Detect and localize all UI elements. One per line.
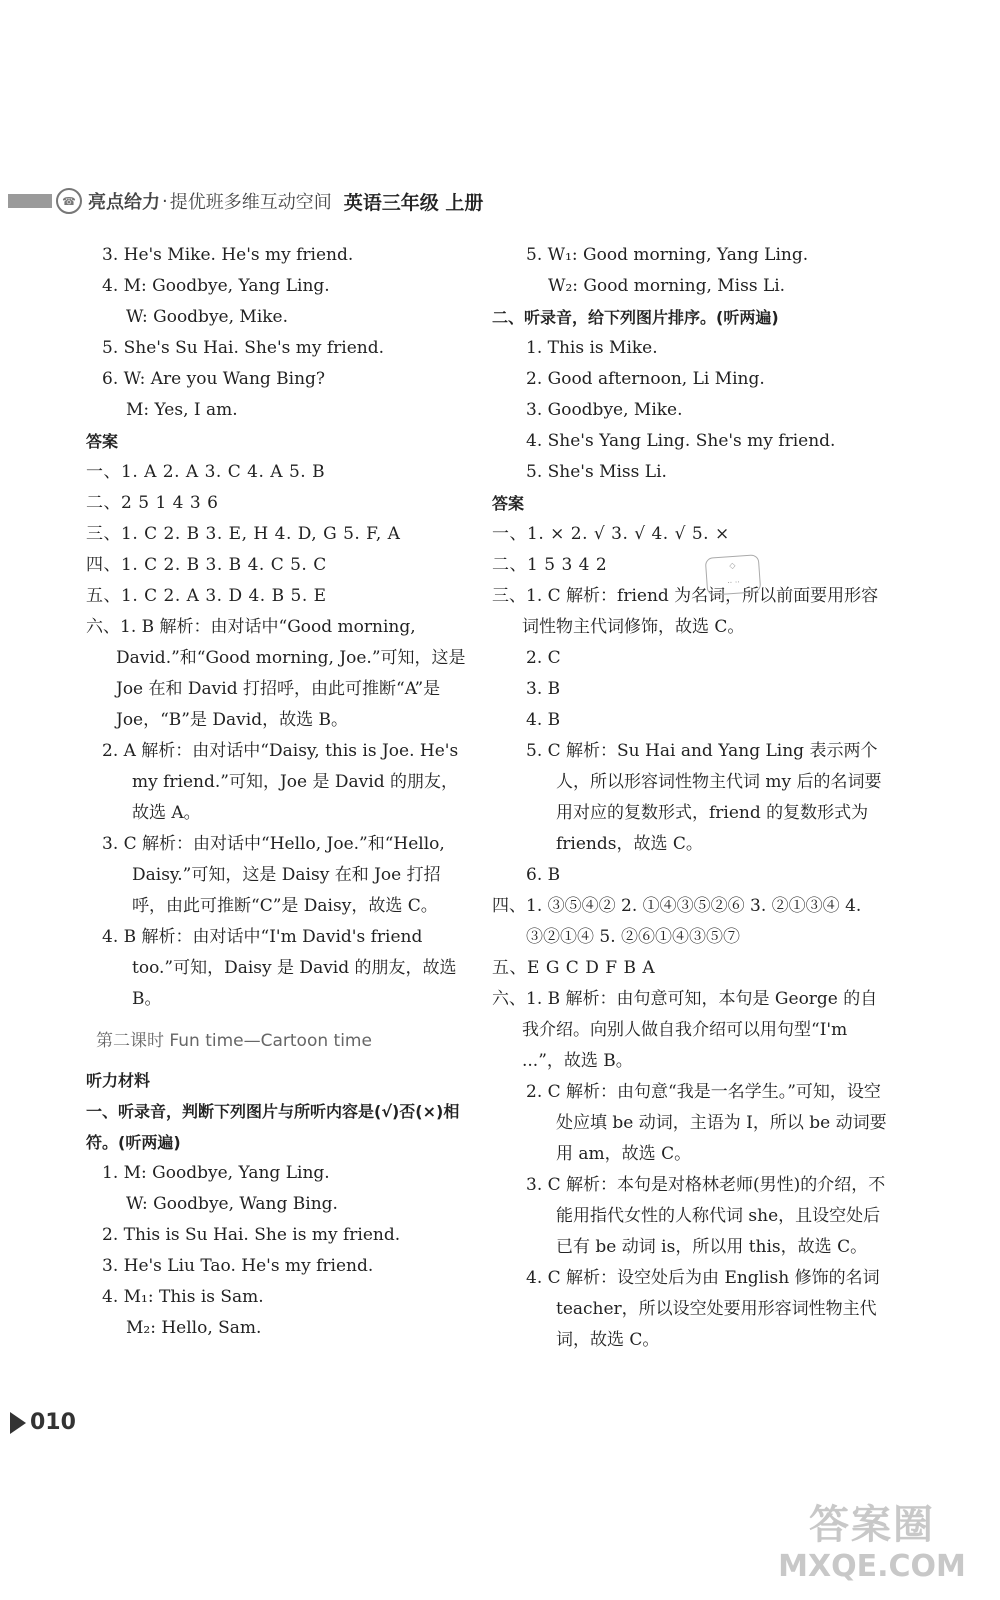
answer-line: 3. B [526,679,561,699]
answer-explanation: 三、1. C 解析：friend 为名词，所以前面要用形容词性物主代词修饰，故选 C。 [492,586,879,637]
header-separator: · [162,190,168,212]
play-triangle-icon [10,1412,26,1434]
answer-line: 一、1. × 2. √ 3. √ 4. √ 5. × [492,524,730,544]
header-subject: 英语三年级 上册 [343,191,484,214]
answers-heading: 答案 [86,432,119,451]
answer-line: 二、2 5 1 4 3 6 [86,493,219,513]
lesson-title: 第二课时 Fun time—Cartoon time [96,1031,372,1051]
listening-line: 2. Good afternoon, Li Ming. [526,369,765,389]
listening-line: 6. W: Are you Wang Bing? [102,369,326,389]
page-header [8,186,628,216]
watermark [752,1500,992,1590]
listening-heading: 听力材料 [86,1071,151,1090]
answers-heading: 答案 [492,494,525,513]
watermark-url: MXQE.COM [778,1549,966,1584]
answer-line: 三、1. C 2. B 3. E, H 4. D, G 5. F, A [86,524,401,544]
listening-line: 3. Goodbye, Mike. [526,400,683,420]
header-subtitle: 提优班多维互动空间 [169,192,332,213]
answer-line: 四、1. ③⑤④② 2. ①④③⑤②⑥ 3. ②①③④ 4. ③②①④ 5. ②⑥①④③⑤⑦ [492,896,862,947]
listening-line: 5. W₁: Good morning, Yang Ling. [526,245,809,265]
listening-line: 5. She's Miss Li. [526,462,667,482]
answer-explanation: 六、1. B 解析：由句意可知，本句是 George 的自我介绍。向别人做自我介绍可以用句型“I'm ...”，故选 B。 [492,989,878,1071]
stamp-mark: ◇ ·· ·· [705,554,762,596]
answer-explanation: 4. B 解析：由对话中“I'm David's friend too.”可知，Daisy 是 David 的朋友，故选 B。 [102,927,457,1009]
page-number [10,1410,76,1435]
listening-line: 4. She's Yang Ling. She's my friend. [526,431,836,451]
listening-line: M₂: Hello, Sam. [126,1318,262,1338]
answer-explanation: 2. A 解析：由对话中“Daisy, this is Joe. He's my friend.”可知，Joe 是 David 的朋友，故选 A。 [102,741,459,823]
answer-explanation: 5. C 解析：Su Hai and Yang Ling 表示两个人，所以形容词性物主代词 my 后的名词要用对应的复数形式，friend 的复数形式为 friends，故选 C。 [526,741,882,854]
listening-line: 1. This is Mike. [526,338,658,358]
answer-explanation: 4. C 解析：设空处后为由 English 修饰的名词 teacher，所以设空处要用形容词性物主代词，故选 C。 [526,1268,880,1350]
answer-line: 五、E G C D F B A [492,958,656,978]
phone-icon: ☎ [56,188,82,214]
answer-line: 二、1 5 3 4 2 [492,555,608,575]
left-column [86,240,470,1344]
answer-line: 2. C [526,648,561,668]
answer-explanation: 2. C 解析：由句意“我是一名学生。”可知，设空处应填 be 动词，主语为 I，所以 be 动词要用 am，故选 C。 [526,1082,887,1164]
answer-line: 6. B [526,865,561,885]
header-bar-decoration [8,194,52,208]
answer-line: 四、1. C 2. B 3. B 4. C 5. C [86,555,327,575]
listening-line: 3. He's Liu Tao. He's my friend. [102,1256,374,1276]
listening-line: M: Yes, I am. [126,400,238,420]
page-number-text: 010 [30,1410,76,1435]
answer-line: 五、1. C 2. A 3. D 4. B 5. E [86,586,327,606]
listening-line: 2. This is Su Hai. She is my friend. [102,1225,401,1245]
listening-question: 一、听录音，判断下列图片与所听内容是(√)否(×)相符。(听两遍) [86,1102,460,1152]
header-brand: 亮点给力 [88,192,160,213]
right-column [492,240,887,1356]
answer-explanation: 3. C 解析：本句是对格林老师(男性)的介绍，不能用指代女性的人称代词 she，且设空处后已有 be 动词 is，所以用 this，故选 C。 [526,1175,886,1257]
answer-line: 4. B [526,710,561,730]
answer-explanation: 3. C 解析：由对话中“Hello, Joe.”和“Hello, Daisy.”可知，这是 Daisy 在和 Joe 打招呼，由此可推断“C”是 Daisy，故选 C。 [102,834,445,916]
answer-explanation: 六、1. B 解析：由对话中“Good morning, David.”和“Good morning, Joe.”可知，这是 Joe 在和 David 打招呼，由此可推断“A”是 Joe，“B”是 David，故选 B。 [86,617,466,730]
listening-question: 二、听录音，给下列图片排序。(听两遍) [492,308,779,327]
listening-line: W₂: Good morning, Miss Li. [548,276,786,296]
listening-line: 5. She's Su Hai. She's my friend. [102,338,385,358]
listening-line: W: Goodbye, Wang Bing. [126,1194,338,1214]
listening-line: W: Goodbye, Mike. [126,307,289,327]
listening-line: 4. M₁: This is Sam. [102,1287,264,1307]
listening-line: 4. M: Goodbye, Yang Ling. [102,276,330,296]
listening-line: 1. M: Goodbye, Yang Ling. [102,1163,330,1183]
watermark-logo: 答案圈 [809,1502,935,1548]
listening-line: 3. He's Mike. He's my friend. [102,245,354,265]
answer-line: 一、1. A 2. A 3. C 4. A 5. B [86,462,326,482]
